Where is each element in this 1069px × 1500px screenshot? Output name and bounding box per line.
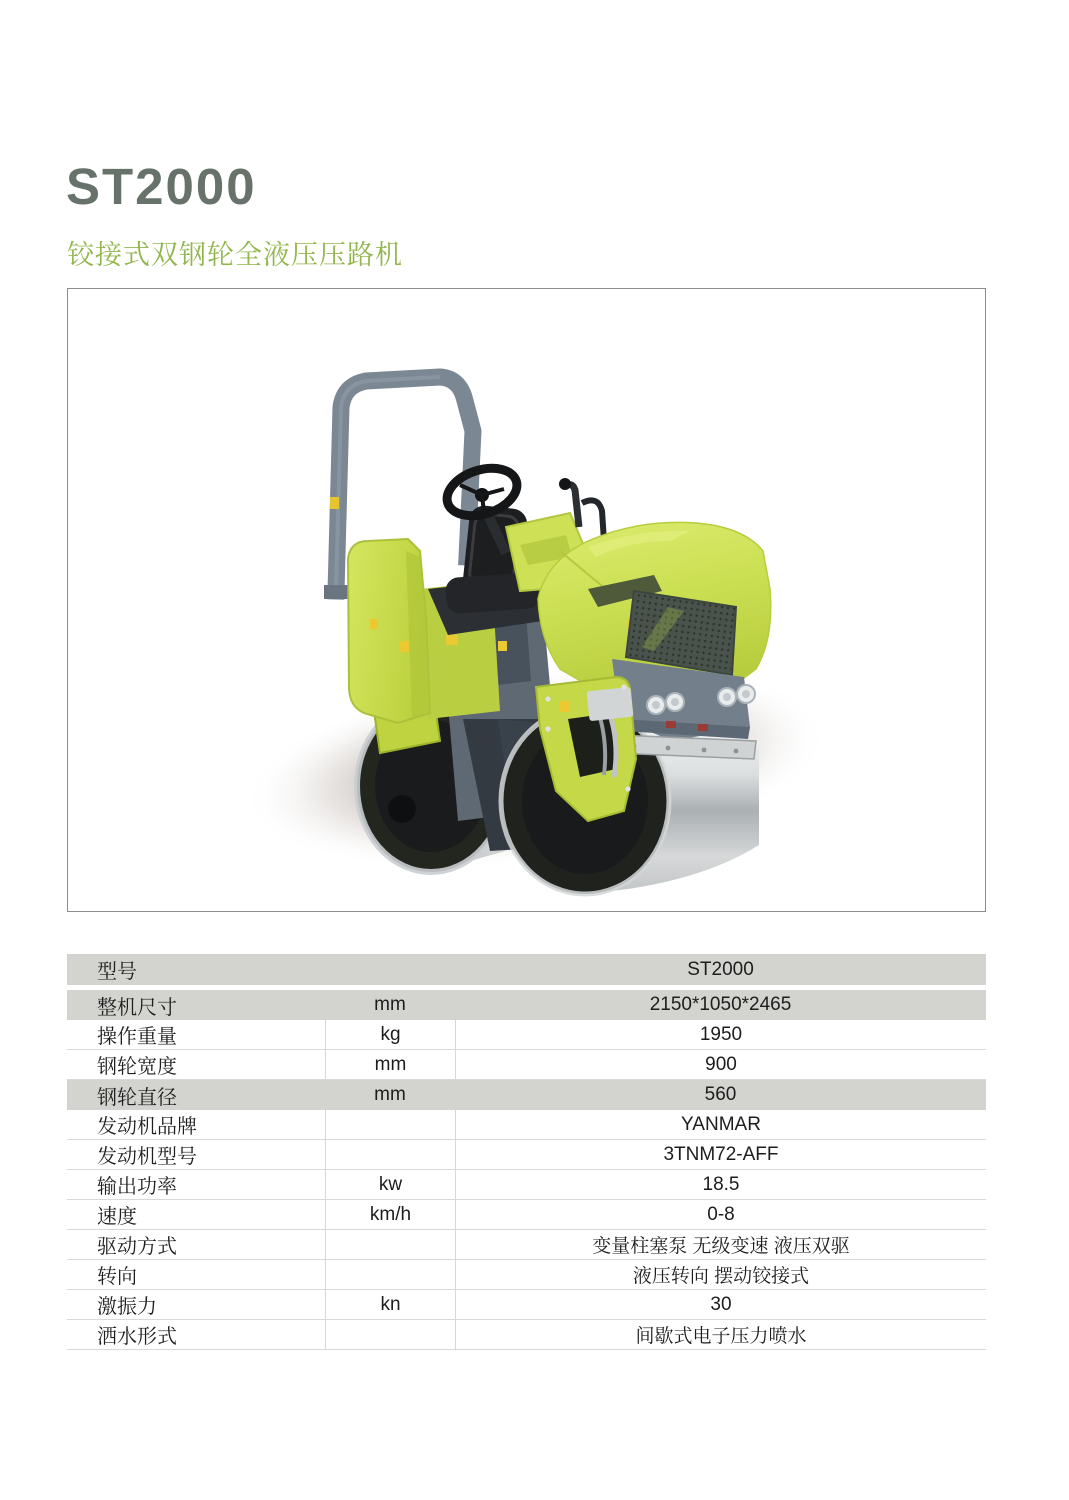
spec-unit: [325, 1230, 455, 1259]
spec-unit: [325, 1320, 455, 1349]
spec-row: [67, 1080, 986, 1110]
spec-table: [67, 954, 986, 1350]
spec-value: 液压转向 摆动铰接式: [455, 1260, 986, 1289]
spec-value: 3TNM72-AFF: [455, 1140, 986, 1169]
spec-header-unit: [325, 954, 455, 985]
spec-row: [67, 1110, 986, 1140]
spec-header-value: ST2000: [687, 958, 754, 980]
spec-value: 30: [455, 1290, 986, 1319]
spec-unit: mm: [325, 1050, 455, 1079]
spec-label: 发动机型号: [97, 1146, 197, 1168]
spec-row: [67, 1200, 986, 1230]
spec-label: 速度: [97, 1206, 137, 1228]
spec-label: 驱动方式: [97, 1236, 177, 1258]
spec-value: 900: [455, 1050, 986, 1079]
spec-label: 钢轮直径: [97, 1086, 177, 1109]
spec-unit: mm: [374, 1084, 406, 1105]
spec-rows: [67, 990, 986, 1350]
spec-label: 发动机品牌: [97, 1116, 197, 1138]
spec-label: 输出功率: [97, 1176, 177, 1198]
spec-label: 操作重量: [97, 1026, 177, 1048]
spec-value: 0-8: [455, 1200, 986, 1229]
product-image-frame: [67, 288, 986, 912]
spec-label: 转向: [97, 1266, 137, 1288]
spec-row: [67, 1230, 986, 1260]
spec-unit: kg: [325, 1020, 455, 1049]
spec-header-label: 型号: [97, 961, 137, 983]
spec-row: [67, 1290, 986, 1320]
spec-unit: [325, 1260, 455, 1289]
spec-value: YANMAR: [455, 1110, 986, 1139]
spec-value: 间歇式电子压力喷水: [455, 1320, 986, 1349]
spec-unit: km/h: [325, 1200, 455, 1229]
spec-label: 洒水形式: [97, 1326, 177, 1348]
spec-label: 激振力: [97, 1296, 157, 1318]
page-title: ST2000: [66, 158, 257, 215]
roller-illustration: [68, 289, 985, 911]
spec-value: 变量柱塞泵 无级变速 液压双驱: [455, 1230, 986, 1259]
spec-row: [67, 1020, 986, 1050]
spec-unit: [325, 1110, 455, 1139]
spec-header-row: [67, 954, 986, 985]
spec-row: [67, 990, 986, 1020]
page-subtitle: 铰接式双钢轮全液压压路机: [67, 240, 403, 270]
spec-value: 1950: [455, 1020, 986, 1049]
spec-unit: [325, 1140, 455, 1169]
spec-row: [67, 1260, 986, 1290]
spec-row: [67, 1050, 986, 1080]
spec-unit: mm: [374, 994, 406, 1015]
spec-value: 2150*1050*2465: [649, 994, 792, 1015]
spec-label: 钢轮宽度: [97, 1056, 177, 1078]
spec-row: [67, 1320, 986, 1350]
spec-row: [67, 1170, 986, 1200]
spec-row: [67, 1140, 986, 1170]
spec-unit: kw: [325, 1170, 455, 1199]
spec-value: 18.5: [455, 1170, 986, 1199]
spec-unit: kn: [325, 1290, 455, 1319]
spec-label: 整机尺寸: [97, 996, 177, 1019]
spec-value: 560: [704, 1084, 737, 1105]
